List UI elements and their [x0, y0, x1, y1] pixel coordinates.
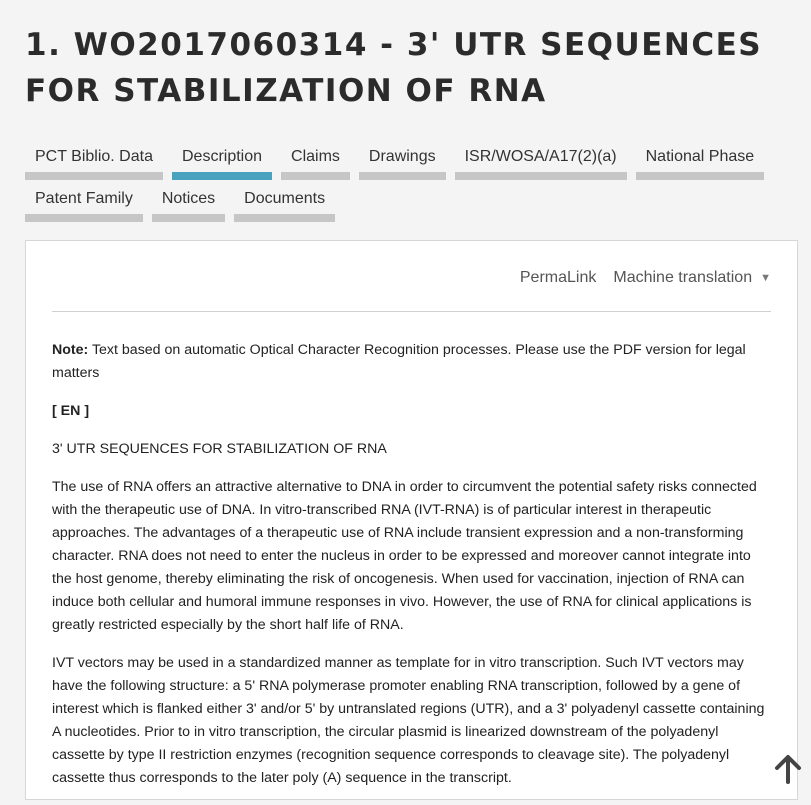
description-heading: 3' UTR SEQUENCES FOR STABILIZATION OF RNA	[52, 441, 387, 457]
tab-patent-family[interactable]: Patent Family	[25, 182, 143, 224]
tab-notices[interactable]: Notices	[152, 182, 225, 224]
panel-toolbar	[520, 269, 771, 287]
chevron-down-icon: ▼	[760, 272, 771, 284]
arrow-up-icon	[771, 752, 805, 786]
tab-isr-wosa[interactable]: ISR/WOSA/A17(2)(a)	[455, 140, 627, 182]
description-content	[52, 339, 774, 805]
tab-row-1	[25, 140, 795, 182]
note-text: Text based on automatic Optical Character Recognition processes. Please use the PDF version for legal matters	[52, 342, 746, 381]
permalink-link[interactable]: PermaLink	[519, 269, 597, 286]
description-paragraph-1: The use of RNA offers an attractive alternative to DNA in order to circumvent the potential safety risks connected with the therapeutic use of DNA. In vitro-transcribed RNA (IVT-RNA) is of particular interest in therapeutic approaches. The advantages of a therapeutic use of RNA include transient expression and a non-transforming character. RNA does not need to enter the nucleus in order to be expressed and moreover cannot integrate into the host genome, thereby eliminating the risk of oncogenesis. When used for vaccination, injection of RNA can induce both cellular and humoral immune responses in vivo. However, the use of RNA for clinical applications is greatly restricted especially by the short half life of RNA.	[52, 479, 757, 633]
tab-description[interactable]: Description	[172, 140, 272, 182]
description-paragraph-2: IVT vectors may be used in a standardized manner as template for in vitro transcription. Such IVT vectors may have the following structure: a 5' RNA polymerase promoter enabling RNA transcription, followed by a gene of interest which is flanked either 3' and/or 5' by untranslated regions (UTR), and a 3' polyadenyl cassette containing A nucleotides. Prior to in vitro transcription, the circular plasmid is linearized downstream of the polyadenyl cassette by type II restriction enzymes (recognition sequence corresponds to cleavage site). The polyadenyl cassette thus corresponds to the later poly (A) sequence in the transcript.	[52, 655, 765, 786]
machine-translation-label: Machine translation	[613, 269, 753, 286]
tab-documents[interactable]: Documents	[234, 182, 335, 224]
note-label: Note:	[52, 342, 89, 358]
description-panel	[25, 240, 798, 800]
scroll-to-top-button[interactable]	[771, 752, 805, 786]
ocr-note	[52, 339, 774, 385]
tab-row-2	[25, 182, 795, 224]
tab-national-phase[interactable]: National Phase	[636, 140, 765, 182]
divider	[52, 311, 771, 312]
page-title: 1. WO2017060314 - 3' UTR SEQUENCES FOR STABILIZATION OF RNA	[25, 27, 763, 109]
tab-claims[interactable]: Claims	[281, 140, 350, 182]
tab-bar	[25, 140, 795, 224]
machine-translation-dropdown[interactable]	[613, 269, 771, 287]
tab-drawings[interactable]: Drawings	[359, 140, 446, 182]
language-tag: [ EN ]	[52, 403, 90, 419]
tab-pct-biblio-data[interactable]: PCT Biblio. Data	[25, 140, 163, 182]
